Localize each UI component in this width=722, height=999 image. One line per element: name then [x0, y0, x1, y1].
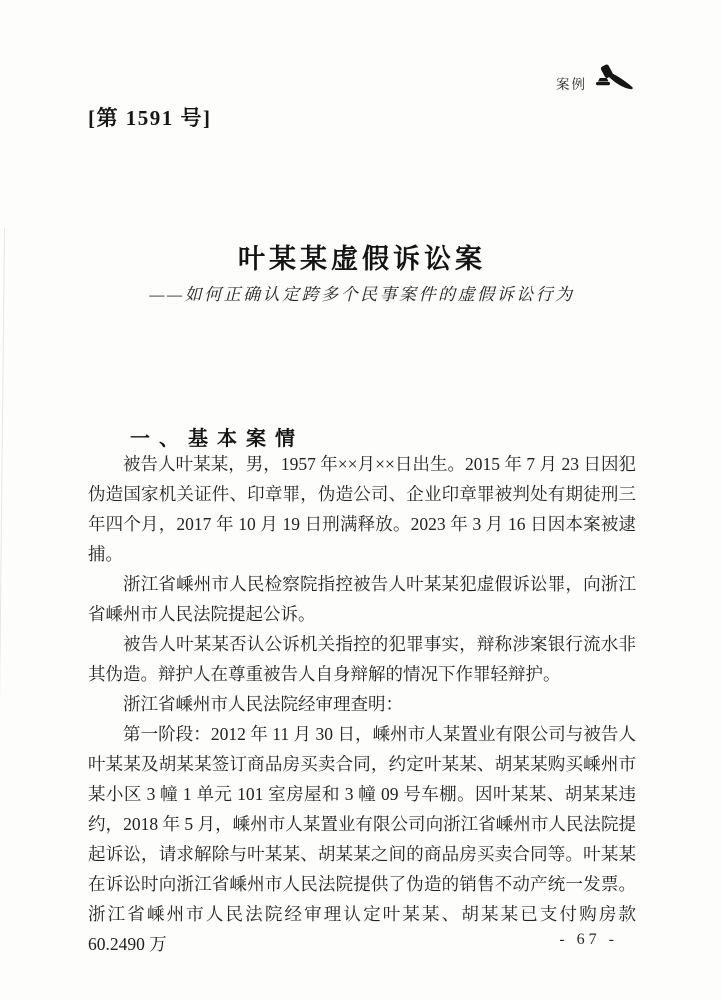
page-number: - 67 -	[559, 931, 618, 948]
case-number: [第 1591 号]	[88, 106, 212, 130]
gavel-icon	[594, 62, 634, 97]
scan-edge-artifact	[0, 228, 5, 999]
paragraph-5: 第一阶段：2012 年 11 月 30 日，嵊州市人某置业有限公司与被告人叶某某及胡某某签订商品房买卖合同，约定叶某某、胡某某购买嵊州市某小区 3 幢 1 单元 101 室房屋和 3 幢 09 号车棚。因叶某某、胡某某违约，2018 年 5 月，嵊州市人某置业有限公司向浙江省嵊州市人民法院提起诉讼，请求解除与叶某某、胡某某之间的商品房买卖合同等。叶某某在诉讼时向浙江省嵊州市人民法院提供了伪造的销售不动产统一发票。浙江省嵊州市人民法院经审理认定叶某某、胡某某已支付购房款 60.2490 万	[88, 724, 636, 954]
page-header	[556, 62, 634, 97]
paragraph-3: 被告人叶某某否认公诉机关指控的犯罪事实，辩称涉案银行流水非其伪造。辩护人在尊重被告人自身辩解的情况下作罪轻辩护。	[88, 634, 636, 684]
page-title: 叶某某虚假诉讼案	[238, 244, 486, 275]
body-text	[88, 449, 636, 959]
doc-subtitle: ——如何正确认定跨多个民事案件的虚假诉讼行为	[149, 285, 575, 304]
paragraph-2: 浙江省嵊州市人民检察院指控被告人叶某某犯虚假诉讼罪，向浙江省嵊州市人民法院提起公诉。	[88, 574, 636, 624]
section-heading: 一、基本案情	[130, 427, 304, 450]
paragraph-4: 浙江省嵊州市人民法院经审理查明：	[123, 694, 403, 714]
category-label: 案例	[556, 76, 587, 92]
paragraph-1: 被告人叶某某，男，1957 年××月××日出生。2015 年 7 月 23 日因犯伪造国家机关证件、印章罪，伪造公司、企业印章罪被判处有期徒刑三年四个月，2017 年 10 月 19 日刑满释放。2023 年 3 月 16 日因本案被逮捕。	[88, 454, 636, 564]
